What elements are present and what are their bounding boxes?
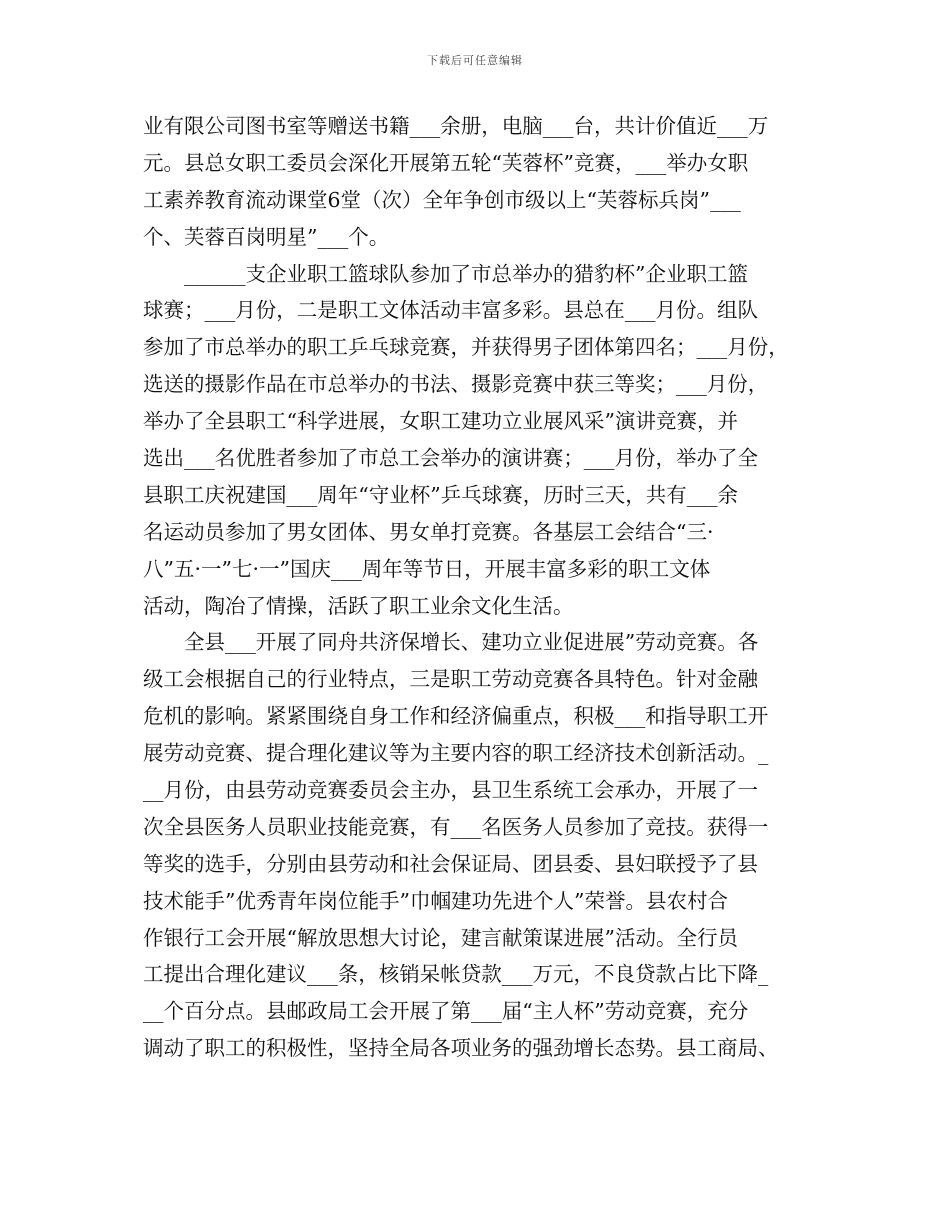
- text-line: 举办了全县职工“科学进展，女职工建功立业展风采”演讲竞赛，并: [143, 409, 738, 434]
- text-line: 名运动员参加了男女团体、男女单打竞赛。各基层工会结合“三·: [143, 519, 714, 544]
- text-line: 技术能手”优秀青年岗位能手”巾帼建功先进个人”荣誉。县农村合: [143, 888, 728, 913]
- text-line: __个百分点。县邮政局工会开展了第___届“主人杯”劳动竞赛，充分: [143, 999, 749, 1024]
- page-header: 下载后可任意编辑: [427, 54, 523, 67]
- text-line: 工提出合理化建议___条，核销呆帐贷款___万元，不良贷款占比下降_: [143, 962, 769, 987]
- text-line: 次全县医务人员职业技能竞赛，有___名医务人员参加了竞技。获得一: [143, 814, 769, 839]
- text-line: 活动，陶冶了情操，活跃了职工业余文化生活。: [143, 593, 574, 618]
- text-line: __月份，由县劳动竞赛委员会主办，县卫生系统工会承办，开展了一: [143, 778, 758, 803]
- text-line: 等奖的选手，分别由县劳动和社会保证局、团县委、县妇联授予了县: [143, 851, 758, 876]
- text-line: 元。县总女职工委员会深化开展第五轮“芙蓉杯”竞赛，___举办女职: [143, 150, 749, 175]
- text-line: 作银行工会开展“解放思想大讨论，建言献策谋进展”活动。全行员: [143, 925, 738, 950]
- text-line: 展劳动竞赛、提合理化建议等为主要内容的职工经济技术创新活动。_: [143, 741, 769, 766]
- document-body: [143, 108, 823, 1067]
- text-line: 全县___开展了同舟共济保增长、建功立业促进展”劳动竞赛。各: [143, 630, 759, 655]
- text-line: 球赛；___月份，二是职工文体活动丰富多彩。县总在___月份。组队: [143, 298, 758, 323]
- text-line: 工素养教育流动课堂6堂（次）全年争创市级以上“芙蓉标兵岗”___: [143, 187, 741, 212]
- text-line: 选送的摄影作品在市总举办的书法、摄影竞赛中获三等奖；___月份，: [143, 372, 769, 397]
- text-line: 参加了市总举办的职工乒乓球竞赛，并获得男子团体第四名；___月份，: [143, 335, 789, 360]
- text-line: ______支企业职工篮球队参加了市总举办的猎豹杯”企业职工篮: [143, 261, 748, 286]
- text-line: 选出___名优胜者参加了市总工会举办的演讲赛；___月份，举办了全: [143, 446, 758, 471]
- text-line: 业有限公司图书室等赠送书籍___余册，电脑___台，共计价值近___万: [143, 114, 769, 138]
- text-line: 个、芙蓉百岗明星”___个。: [143, 224, 390, 249]
- text-line: 八”五·一”七·一”国庆___周年等节日，开展丰富多彩的职工文体: [143, 556, 711, 581]
- text-line: 级工会根据自己的行业特点，三是职工劳动竞赛各具特色。针对金融: [143, 667, 758, 692]
- text-line: 危机的影响。紧紧围绕自身工作和经济偏重点，积极___和指导职工开: [143, 704, 769, 729]
- text-line: 县职工庆祝建国___周年“守业杯”乒乓球赛，历时三天，共有___余: [143, 482, 738, 507]
- text-line: 调动了职工的积极性，坚持全局各项业务的强劲增长态势。县工商局、: [143, 1036, 779, 1061]
